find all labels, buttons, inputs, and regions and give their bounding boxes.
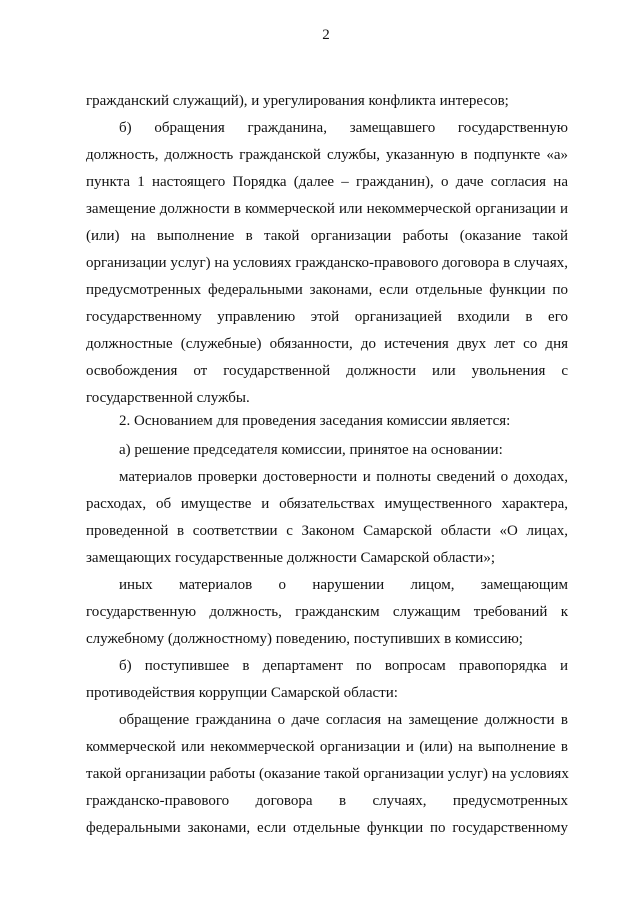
- text-line: служебному (должностному) поведению, поступивших в комиссию;: [86, 631, 523, 647]
- text-line: коммерческой или некоммерческой организации и (или) на выполнение в: [86, 739, 568, 755]
- text-line: б) обращения гражданина, замещавшего государственную: [119, 120, 568, 136]
- text-line: должностные (служебные) обязанности, до истечения двух лет со дня: [86, 336, 568, 352]
- text-line: гражданско-правового договора в случаях, предусмотренных: [86, 793, 568, 809]
- text-line: иных материалов о нарушении лицом, замещающим: [119, 577, 568, 593]
- text-line: государственной службы.: [86, 390, 250, 406]
- text-line: федеральными законами, если отдельные функции по государственному: [86, 820, 568, 836]
- text-line: 2. Основанием для проведения заседания комиссии является:: [119, 413, 511, 429]
- text-line: государственную должность, гражданским служащим требований к: [86, 604, 568, 620]
- text-line: обращение гражданина о даче согласия на замещение должности в: [119, 712, 568, 728]
- text-line: организации услуг) на условиях гражданско-правового договора в случаях,: [86, 255, 568, 271]
- text-line: предусмотренных федеральными законами, если отдельные функции по: [86, 282, 568, 298]
- text-line: проведенной в соответствии с Законом Самарской области «О лицах,: [86, 523, 568, 539]
- text-line: (или) на выполнение в такой организации работы (оказание такой: [86, 228, 568, 244]
- text-line: должность, должность гражданской службы, указанную в подпункте «а»: [86, 147, 568, 163]
- text-line: замещение должности в коммерческой или некоммерческой организации и: [86, 201, 568, 217]
- text-line: замещающих государственные должности Самарской области»;: [86, 550, 495, 566]
- text-line: государственному управлению этой организацией входили в его: [86, 309, 568, 325]
- text-line: расходах, об имуществе и обязательствах имущественного характера,: [86, 496, 568, 512]
- text-line: б) поступившее в департамент по вопросам правопорядка и: [119, 658, 568, 674]
- text-line: освобождения от государственной должности или увольнения с: [86, 363, 568, 379]
- text-line: а) решение председателя комиссии, принятое на основании:: [119, 442, 503, 458]
- text-line: материалов проверки достоверности и полноты сведений о доходах,: [119, 469, 568, 485]
- text-line: гражданский служащий), и урегулирования конфликта интересов;: [86, 93, 509, 109]
- text-line: такой организации работы (оказание такой организации услуг) на условиях: [86, 766, 569, 782]
- text-line: пункта 1 настоящего Порядка (далее – гражданин), о даче согласия на: [86, 174, 568, 190]
- text-line: противодействия коррупции Самарской области:: [86, 685, 398, 701]
- page-number: 2: [322, 27, 330, 43]
